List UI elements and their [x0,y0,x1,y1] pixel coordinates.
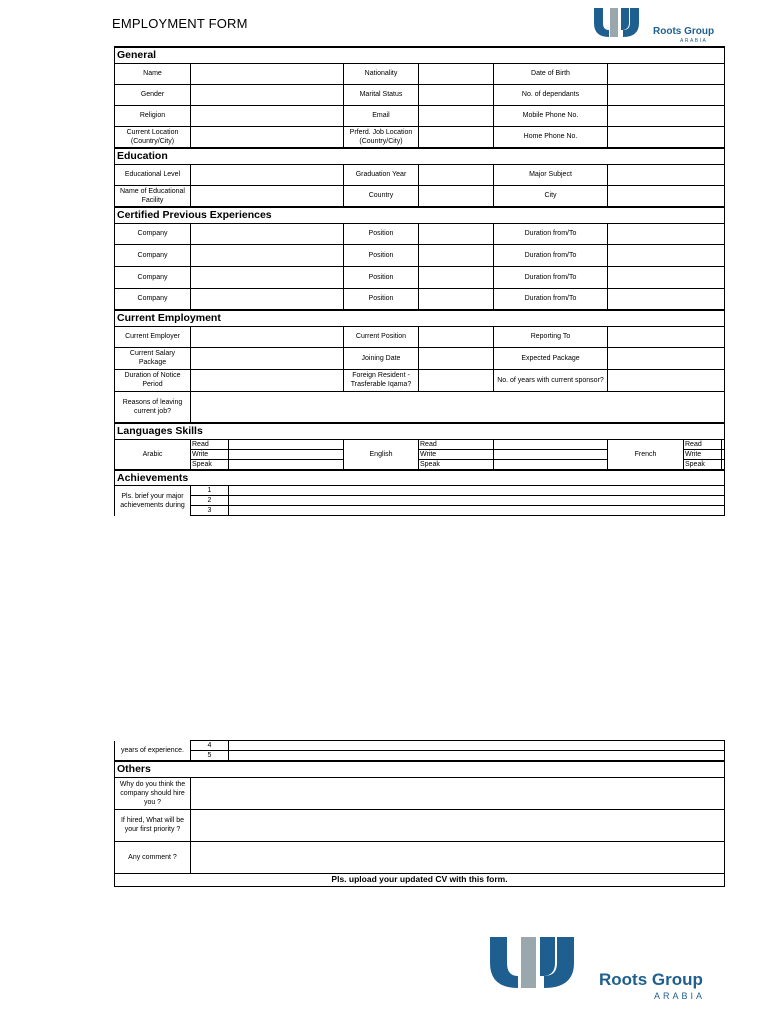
label-first-priority: If hired, What will be your first priority ? [115,809,191,841]
achievement-field-2[interactable] [229,496,725,506]
label-reasons-leaving: Reasons of leaving current job? [115,391,191,423]
label-name: Name [115,63,191,84]
nationality-field[interactable] [419,63,494,84]
section-achievements: Achievements [115,470,725,486]
label-major-subject: Major Subject [494,164,608,185]
duration-field-3[interactable] [608,266,725,288]
achievement-number-5: 5 [191,751,229,762]
label-any-comment: Any comment ? [115,841,191,873]
current-location-field[interactable] [191,126,344,148]
graduation-year-field[interactable] [419,164,494,185]
label-foreign-resident: Foreign Resident - Trasferable Iqama? [344,369,419,391]
achievements-prompt: Pls. brief your major achievements during [115,486,191,516]
marital-status-field[interactable] [419,84,494,105]
company-field-4[interactable] [191,288,344,310]
educational-level-field[interactable] [191,164,344,185]
first-priority-field[interactable] [191,809,725,841]
label-company: Company [115,266,191,288]
name-field[interactable] [191,63,344,84]
achievement-number-4: 4 [191,741,229,751]
preferred-location-field[interactable] [419,126,494,148]
position-field-4[interactable] [419,288,494,310]
section-others: Others [115,761,725,777]
label-nationality: Nationality [344,63,419,84]
company-field-2[interactable] [191,244,344,266]
section-education: Education [115,148,725,164]
section-languages: Languages Skills [115,423,725,439]
position-field-3[interactable] [419,266,494,288]
reasons-leaving-field[interactable] [191,391,725,423]
duration-field-1[interactable] [608,223,725,244]
company-field-3[interactable] [191,266,344,288]
french-read-field[interactable] [722,439,725,449]
achievement-field-3[interactable] [229,506,725,516]
label-expected-package: Expected Package [494,347,608,369]
label-position: Position [344,266,419,288]
label-current-location: Current Location (Country/City) [115,126,191,148]
employment-form-continuation-table [114,740,725,887]
label-duration: Duration from/To [494,266,608,288]
current-salary-field[interactable] [191,347,344,369]
section-current-employment: Current Employment [115,310,725,326]
educational-facility-field[interactable] [191,185,344,207]
label-years-sponsor: No. of years with current sponsor? [494,369,608,391]
achievement-number-1: 1 [191,486,229,496]
arabic-read-label: Read [191,439,229,449]
french-read-label: Read [684,439,722,449]
label-dependants: No. of dependants [494,84,608,105]
label-city: City [494,185,608,207]
label-duration: Duration from/To [494,244,608,266]
major-subject-field[interactable] [608,164,725,185]
current-position-field[interactable] [419,326,494,347]
logo-name: Roots Group [653,26,715,37]
email-field[interactable] [419,105,494,126]
roots-group-logo-bottom [486,934,716,1004]
label-gender: Gender [115,84,191,105]
label-current-salary: Current Salary Package [115,347,191,369]
label-arabic: Arabic [115,439,191,470]
employment-form-table [114,46,725,516]
reporting-to-field[interactable] [608,326,725,347]
expected-package-field[interactable] [608,347,725,369]
position-field-1[interactable] [419,223,494,244]
english-speak-label: Speak [419,459,494,470]
joining-date-field[interactable] [419,347,494,369]
label-mobile: Mobile Phone No. [494,105,608,126]
dob-field[interactable] [608,63,725,84]
label-company: Company [115,223,191,244]
why-hire-field[interactable] [191,777,725,809]
dependants-field[interactable] [608,84,725,105]
logo-name-bottom: Roots Group [599,970,703,989]
label-french: French [608,439,684,470]
label-duration: Duration from/To [494,288,608,310]
achievement-field-4[interactable] [229,741,725,751]
english-read-label: Read [419,439,494,449]
notice-period-field[interactable] [191,369,344,391]
french-speak-field[interactable] [722,459,725,470]
foreign-resident-field[interactable] [419,369,494,391]
arabic-write-field[interactable] [229,449,344,459]
section-general: General [115,47,725,63]
english-write-field[interactable] [494,449,608,459]
label-dob: Date of Birth [494,63,608,84]
label-position: Position [344,244,419,266]
label-joining-date: Joining Date [344,347,419,369]
label-educational-level: Educational Level [115,164,191,185]
upload-cv-note: Pls. upload your updated CV with this form. [115,873,725,886]
logo-sub: ARABIA [680,38,708,44]
label-graduation-year: Graduation Year [344,164,419,185]
french-write-field[interactable] [722,449,725,459]
position-field-2[interactable] [419,244,494,266]
label-duration: Duration from/To [494,223,608,244]
achievement-number-3: 3 [191,506,229,516]
achievement-field-1[interactable] [229,486,725,496]
label-current-employer: Current Employer [115,326,191,347]
arabic-write-label: Write [191,449,229,459]
label-reporting-to: Reporting To [494,326,608,347]
label-home-phone: Home Phone No. [494,126,608,148]
label-position: Position [344,288,419,310]
mobile-field[interactable] [608,105,725,126]
achievements-prompt-continued: years of experience. [115,741,191,762]
arabic-speak-label: Speak [191,459,229,470]
achievement-number-2: 2 [191,496,229,506]
english-read-field[interactable] [494,439,608,449]
label-educational-facility: Name of Educational Facility [115,185,191,207]
label-email: Email [344,105,419,126]
achievement-field-5[interactable] [229,751,725,762]
english-write-label: Write [419,449,494,459]
gender-field[interactable] [191,84,344,105]
arabic-speak-field[interactable] [229,459,344,470]
label-current-position: Current Position [344,326,419,347]
company-field-1[interactable] [191,223,344,244]
label-preferred-location: Prferd. Job Location (Country/City) [344,126,419,148]
roots-group-logo-top [592,6,718,44]
arabic-read-field[interactable] [229,439,344,449]
form-title: EMPLOYMENT FORM [112,16,248,31]
home-phone-field[interactable] [608,126,725,148]
label-marital-status: Marital Status [344,84,419,105]
label-religion: Religion [115,105,191,126]
english-speak-field[interactable] [494,459,608,470]
duration-field-4[interactable] [608,288,725,310]
label-english: English [344,439,419,470]
any-comment-field[interactable] [191,841,725,873]
label-why-hire: Why do you think the company should hire you ? [115,777,191,809]
label-notice-period: Duration of Notice Period [115,369,191,391]
label-country: Country [344,185,419,207]
logo-sub-bottom: ARABIA [654,991,706,1001]
label-company: Company [115,244,191,266]
section-experience: Certified Previous Experiences [115,207,725,223]
religion-field[interactable] [191,105,344,126]
french-write-label: Write [684,449,722,459]
years-sponsor-field[interactable] [608,369,725,391]
duration-field-2[interactable] [608,244,725,266]
label-company: Company [115,288,191,310]
city-field[interactable] [608,185,725,207]
french-speak-label: Speak [684,459,722,470]
current-employer-field[interactable] [191,326,344,347]
country-field[interactable] [419,185,494,207]
label-position: Position [344,223,419,244]
